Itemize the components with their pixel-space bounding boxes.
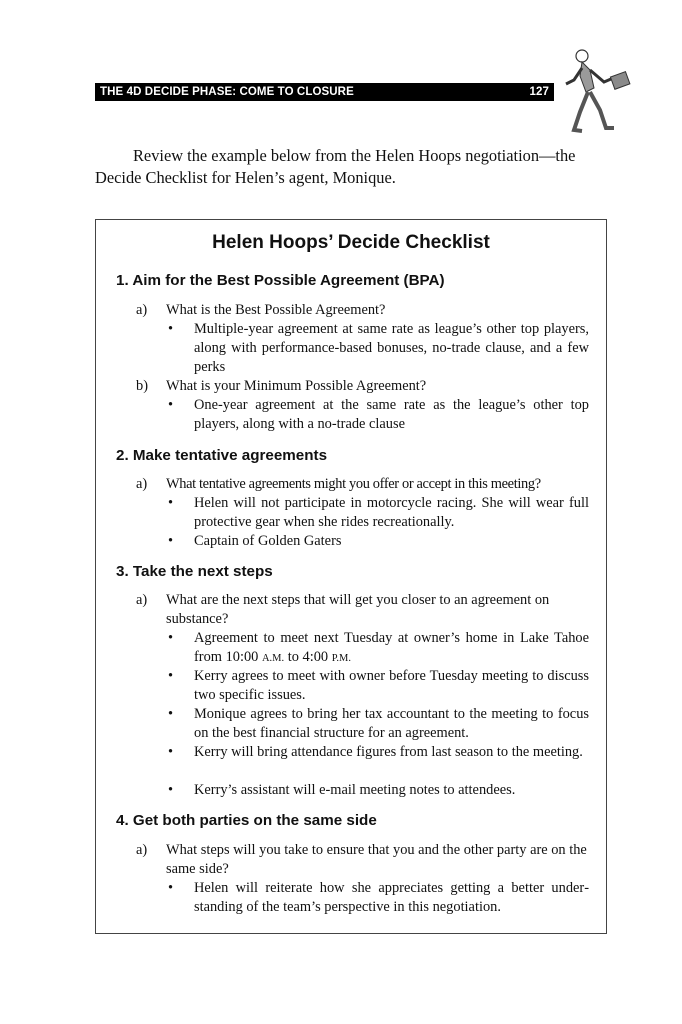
section-3-bullet-1: • Agreement to meet next Tuesday at owner’s home in Lake Tahoe from 10:00 A.M. to 4:00 P.M. [168, 630, 589, 665]
intro-paragraph: Review the example below from the Helen Hoops negotiation—the Decide Checklist for Helen’s agent, Monique. [95, 146, 576, 187]
page-number: 127 [529, 86, 549, 98]
section-4-title: 4. Get both parties on the same side [116, 812, 377, 829]
section-2-bullet-2: • Captain of Golden Gaters [168, 533, 342, 549]
section-4-bullet-1: • Helen will reiterate how she appreciates getting a better understanding of the team’s perspective in this negotiation. [168, 880, 589, 915]
checklist-title: Helen Hoops’ Decide Checklist [212, 232, 490, 253]
section-4-question-a: a) What steps will you take to ensure that you and the other party are on the same side? [136, 842, 587, 877]
section-2-question-a: a) What tentative agreements might you offer or accept in this meeting? [136, 476, 541, 492]
section-1-title: 1. Aim for the Best Possible Agreement (BPA) [116, 272, 445, 289]
section-1-bullet-2: • One-year agreement at the same rate as the league’s other top players, along with a no-trade clause [168, 397, 589, 432]
section-1-question-a: a) What is the Best Possible Agreement? [136, 302, 386, 318]
section-3-bullet-2: • Kerry agrees to meet with owner before Tuesday meeting to discuss two specific issues. [168, 668, 589, 703]
section-3-question-a: a) What are the next steps that will get you closer to an agreement on substance? [136, 592, 550, 627]
section-2-bullet-1: • Helen will not participate in motorcycle racing. She will wear full protective gear when she rides recreationally. [168, 495, 589, 530]
checklist-box [95, 219, 607, 934]
section-2-title: 2. Make tentative agreements [116, 447, 328, 464]
businessman-walking-icon [560, 48, 642, 134]
running-header [95, 83, 554, 101]
section-1-bullet-1: • Multiple-year agreement at same rate as league’s other top players, along with performance-based bonuses, no-trade clause, and a few perks [168, 321, 589, 375]
section-3-bullet-4: • Kerry will bring attendance figures from last season to the meeting. [168, 744, 583, 760]
chapter-title: THE 4D DECIDE PHASE: COME TO CLOSURE [100, 86, 354, 98]
section-3-bullet-3: • Monique agrees to bring her tax accountant to the meeting to focus on the best financial structure for an agreement. [168, 706, 589, 741]
section-1-question-b: b) What is your Minimum Possible Agreement? [136, 378, 427, 394]
section-3-bullet-5: • Kerry’s assistant will e-mail meeting notes to attendees. [168, 782, 516, 798]
section-3-title: 3. Take the next steps [116, 563, 273, 580]
